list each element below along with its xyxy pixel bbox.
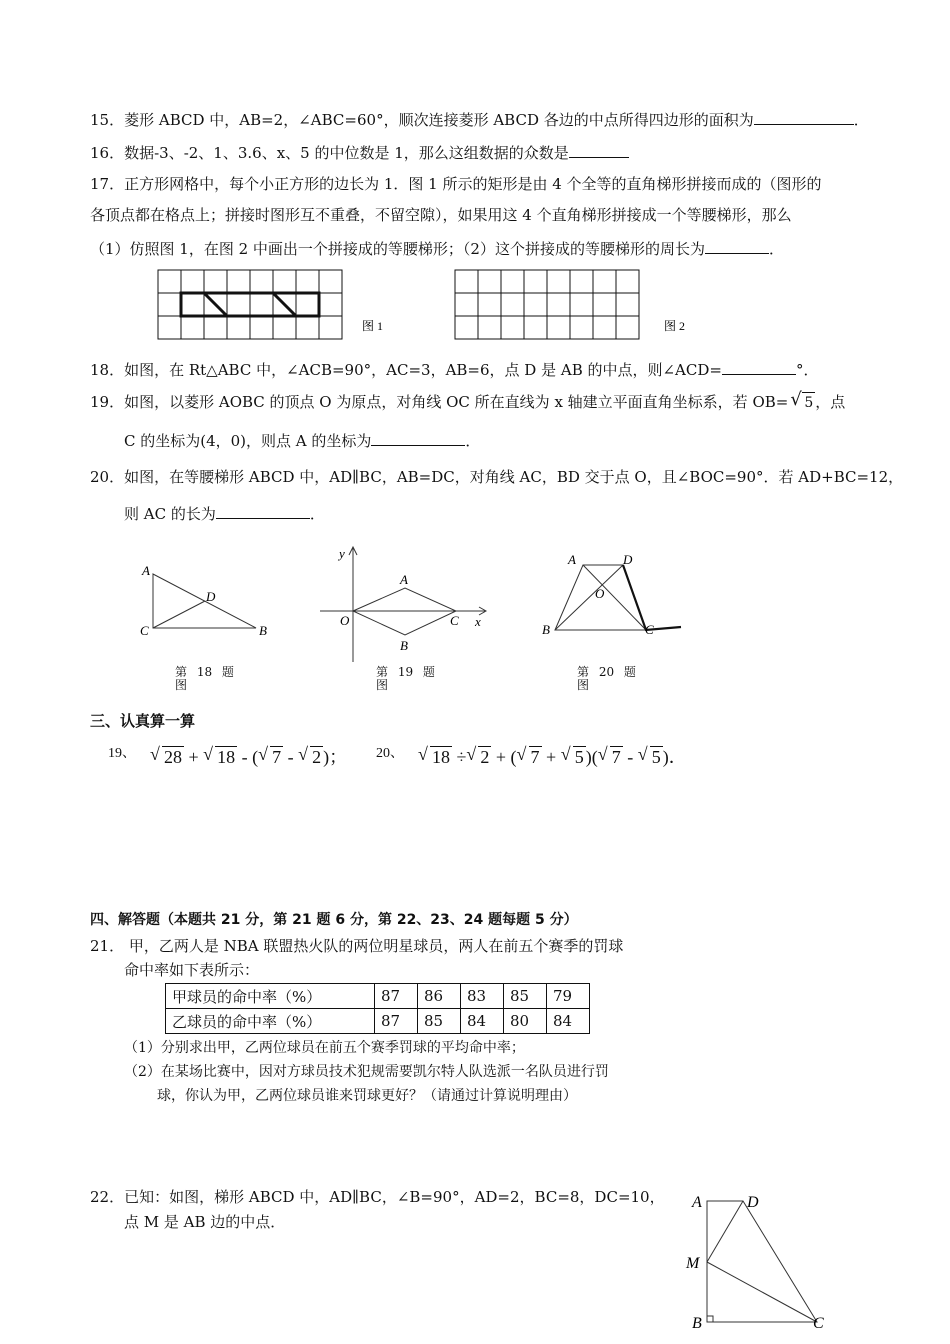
table-cell: 80 <box>504 1009 547 1034</box>
calc-20 <box>376 742 687 769</box>
q18-line <box>90 359 818 380</box>
calc20-mid: )( <box>585 747 598 767</box>
q15-answer-blank[interactable] <box>754 109 854 125</box>
q19-line2 <box>124 430 480 451</box>
q22-label-D: D <box>747 1194 759 1211</box>
section-4-title: 四、解答题（本题共 21 分，第 21 题 6 分，第 22、23、24 题每题 5 分） <box>90 912 578 928</box>
q17-figure1-grid <box>155 268 395 342</box>
figure-20-isosceles-trapezoid <box>535 548 695 644</box>
fig19-label-A: A <box>400 572 408 587</box>
calc19-sqrt28: √ 28 <box>162 746 184 768</box>
q15-line <box>90 109 869 130</box>
fig18-caption-2: 图 <box>175 678 188 692</box>
table-cell: 86 <box>418 984 461 1009</box>
q19-sqrt5: √ 5 <box>802 392 815 413</box>
q19-line2-text: C 的坐标为(4，0)，则点 A 的坐标为 <box>124 432 372 450</box>
q17-line3 <box>90 238 784 259</box>
q16-line <box>90 142 629 163</box>
q18-post: °． <box>795 361 819 379</box>
calc19-end: )； <box>323 747 348 767</box>
q20-answer-blank[interactable] <box>216 503 310 519</box>
q19-line1 <box>90 392 845 413</box>
fig19-label-x: x <box>475 614 481 629</box>
calc20-sqrt5b: √ 5 <box>650 746 663 768</box>
fig18-label-B: B <box>259 623 267 638</box>
q20-line1: 20．如图，在等腰梯形 ABCD 中，AD∥BC，AB=DC，对角线 AC，BD 交于点 O，且∠BOC=90°．若 AD+BC=12， <box>90 468 904 486</box>
section-3-title: 三、认真算一算 <box>90 712 196 730</box>
q19-text: 19．如图，以菱形 AOBC 的顶点 O 为原点，对角线 OC 所在直线为 x 轴建立平面直角坐标系，若 OB= <box>90 393 789 411</box>
fig20-label-D: D <box>623 552 633 567</box>
q17-fig1-label: 图 1 <box>362 319 384 333</box>
q22-label-C: C <box>813 1315 824 1332</box>
fig20-label-O: O <box>595 586 605 601</box>
q17-line3-text: （1）仿照图 1，在图 2 中画出一个拼接成的等腰梯形；（2）这个拼接成的等腰梯形的周长为 <box>90 240 705 258</box>
q18-text: 18．如图，在 Rt△ABC 中，∠ACB=90°，AC=3，AB=6，点 D 是 AB 的中点，则∠ACD= <box>90 361 722 379</box>
q21-line1: 21． 甲，乙两人是 NBA 联盟热火队的两位明星球员，两人在前五个赛季的罚球 <box>90 937 624 955</box>
table-cell: 79 <box>547 984 590 1009</box>
calc20-number: 20、 <box>376 746 404 761</box>
q20-line2-post: ． <box>309 505 325 523</box>
fig19-label-y: y <box>339 546 345 561</box>
q22-label-B: B <box>692 1315 702 1332</box>
q17-figure2-grid <box>452 268 702 342</box>
calc20-sqrt7a: √ 7 <box>529 746 542 768</box>
fig18-caption: 第 18 题 <box>175 665 234 679</box>
fig20-label-A: A <box>568 552 576 567</box>
fig19-caption-2: 图 <box>376 678 389 692</box>
calc-19 <box>108 742 347 769</box>
q17-line3-post: ． <box>768 240 784 258</box>
fig18-label-C: C <box>140 623 149 638</box>
calc19-minus: - ( <box>237 747 259 767</box>
q21-rate-table <box>165 983 590 1034</box>
q17-answer-blank[interactable] <box>705 238 769 254</box>
calc20-sqrt2: √ 2 <box>478 746 491 768</box>
table-row <box>166 984 590 1009</box>
calc19-minus2: - <box>283 747 299 767</box>
q21-part1: （1）分别求出甲，乙两位球员在前五个赛季罚球的平均命中率； <box>124 1040 525 1056</box>
fig19-label-C: C <box>450 613 459 628</box>
q21-part2-cont: 球，你认为甲，乙两位球员谁来罚球更好？（请通过计算说明理由） <box>157 1088 577 1104</box>
calc20-sqrt5a: √ 5 <box>573 746 586 768</box>
q15-post: ． <box>853 111 869 129</box>
table-cell: 甲球员的命中率（%） <box>166 984 375 1009</box>
fig19-label-O: O <box>340 613 350 628</box>
q21-line2: 命中率如下表所示： <box>124 961 260 979</box>
q17-line2: 各顶点都在格点上；拼接时图形互不重叠，不留空隙），如果用这 4 个直角梯形拼接成一个等腰梯形，那么 <box>90 206 792 224</box>
table-cell: 84 <box>461 1009 504 1034</box>
calc19-sqrt2: √ 2 <box>310 746 323 768</box>
fig20-label-B: B <box>542 622 550 637</box>
fig20-caption: 第 20 题 <box>577 665 636 679</box>
calc19-sqrt7: √ 7 <box>270 746 283 768</box>
q17-fig2-label: 图 2 <box>664 319 686 333</box>
q19-line1-post: ，点 <box>815 393 846 411</box>
q22-figure-trapezoid <box>680 1185 830 1340</box>
calc19-plus: + <box>184 747 204 767</box>
table-cell: 85 <box>504 984 547 1009</box>
fig19-caption: 第 19 题 <box>376 665 435 679</box>
q19-answer-blank[interactable] <box>371 430 465 446</box>
table-cell: 87 <box>375 1009 418 1034</box>
q19-line2-post: ． <box>465 432 481 450</box>
calc19-number: 19、 <box>108 746 136 761</box>
calc20-sqrt7b: √ 7 <box>610 746 623 768</box>
table-cell: 83 <box>461 984 504 1009</box>
figure-19-rhombus-axes <box>315 540 495 664</box>
fig20-extra-bold-lines <box>623 565 681 630</box>
fig19-label-B: B <box>400 638 408 653</box>
fig18-label-D: D <box>206 589 216 604</box>
calc20-plus: + ( <box>491 747 517 767</box>
calc19-sqrt18: √ 18 <box>215 746 237 768</box>
q15-text: 15．菱形 ABCD 中，AB=2，∠ABC=60°，顺次连接菱形 ABCD 各边的中点所得四边形的面积为 <box>90 111 754 129</box>
calc20-end: )． <box>662 747 687 767</box>
q16-text: 16．数据-3、-2、1、3.6、x、5 的中位数是 1，那么这组数据的众数是 <box>90 144 569 162</box>
table-row <box>166 1009 590 1034</box>
q20-line2-text: 则 AC 的长为 <box>124 505 216 523</box>
table-cell: 85 <box>418 1009 461 1034</box>
table-cell: 87 <box>375 984 418 1009</box>
q22-label-M: M <box>686 1255 700 1272</box>
calc20-plus2: + <box>541 747 561 767</box>
fig20-label-C: C <box>645 622 654 637</box>
calc20-minus: - <box>622 747 638 767</box>
q22-line1: 22．已知：如图，梯形 ABCD 中，AD∥BC，∠B=90°，AD=2，BC=8，DC=10， <box>90 1188 665 1206</box>
q21-part2: （2）在某场比赛中，因对方球员技术犯规需要凯尔特人队选派一名队员进行罚 <box>124 1064 609 1080</box>
fig20-caption-2: 图 <box>577 678 590 692</box>
q20-line2 <box>124 503 325 524</box>
table-cell: 乙球员的命中率（%） <box>166 1009 375 1034</box>
calc20-div: ÷ <box>452 747 467 767</box>
q18-answer-blank[interactable] <box>722 359 796 375</box>
q17-line1: 17．正方形网格中，每个小正方形的边长为 1．图 1 所示的矩形是由 4 个全等的直角梯形拼接而成的（图形的 <box>90 175 822 193</box>
calc20-sqrt18: √ 18 <box>430 746 452 768</box>
q16-answer-blank[interactable] <box>569 142 629 158</box>
q22-label-A: A <box>692 1194 702 1211</box>
figure-18-triangle <box>130 555 280 645</box>
q22-line2: 点 M 是 AB 边的中点． <box>124 1213 286 1231</box>
fig18-label-A: A <box>142 563 150 578</box>
table-cell: 84 <box>547 1009 590 1034</box>
